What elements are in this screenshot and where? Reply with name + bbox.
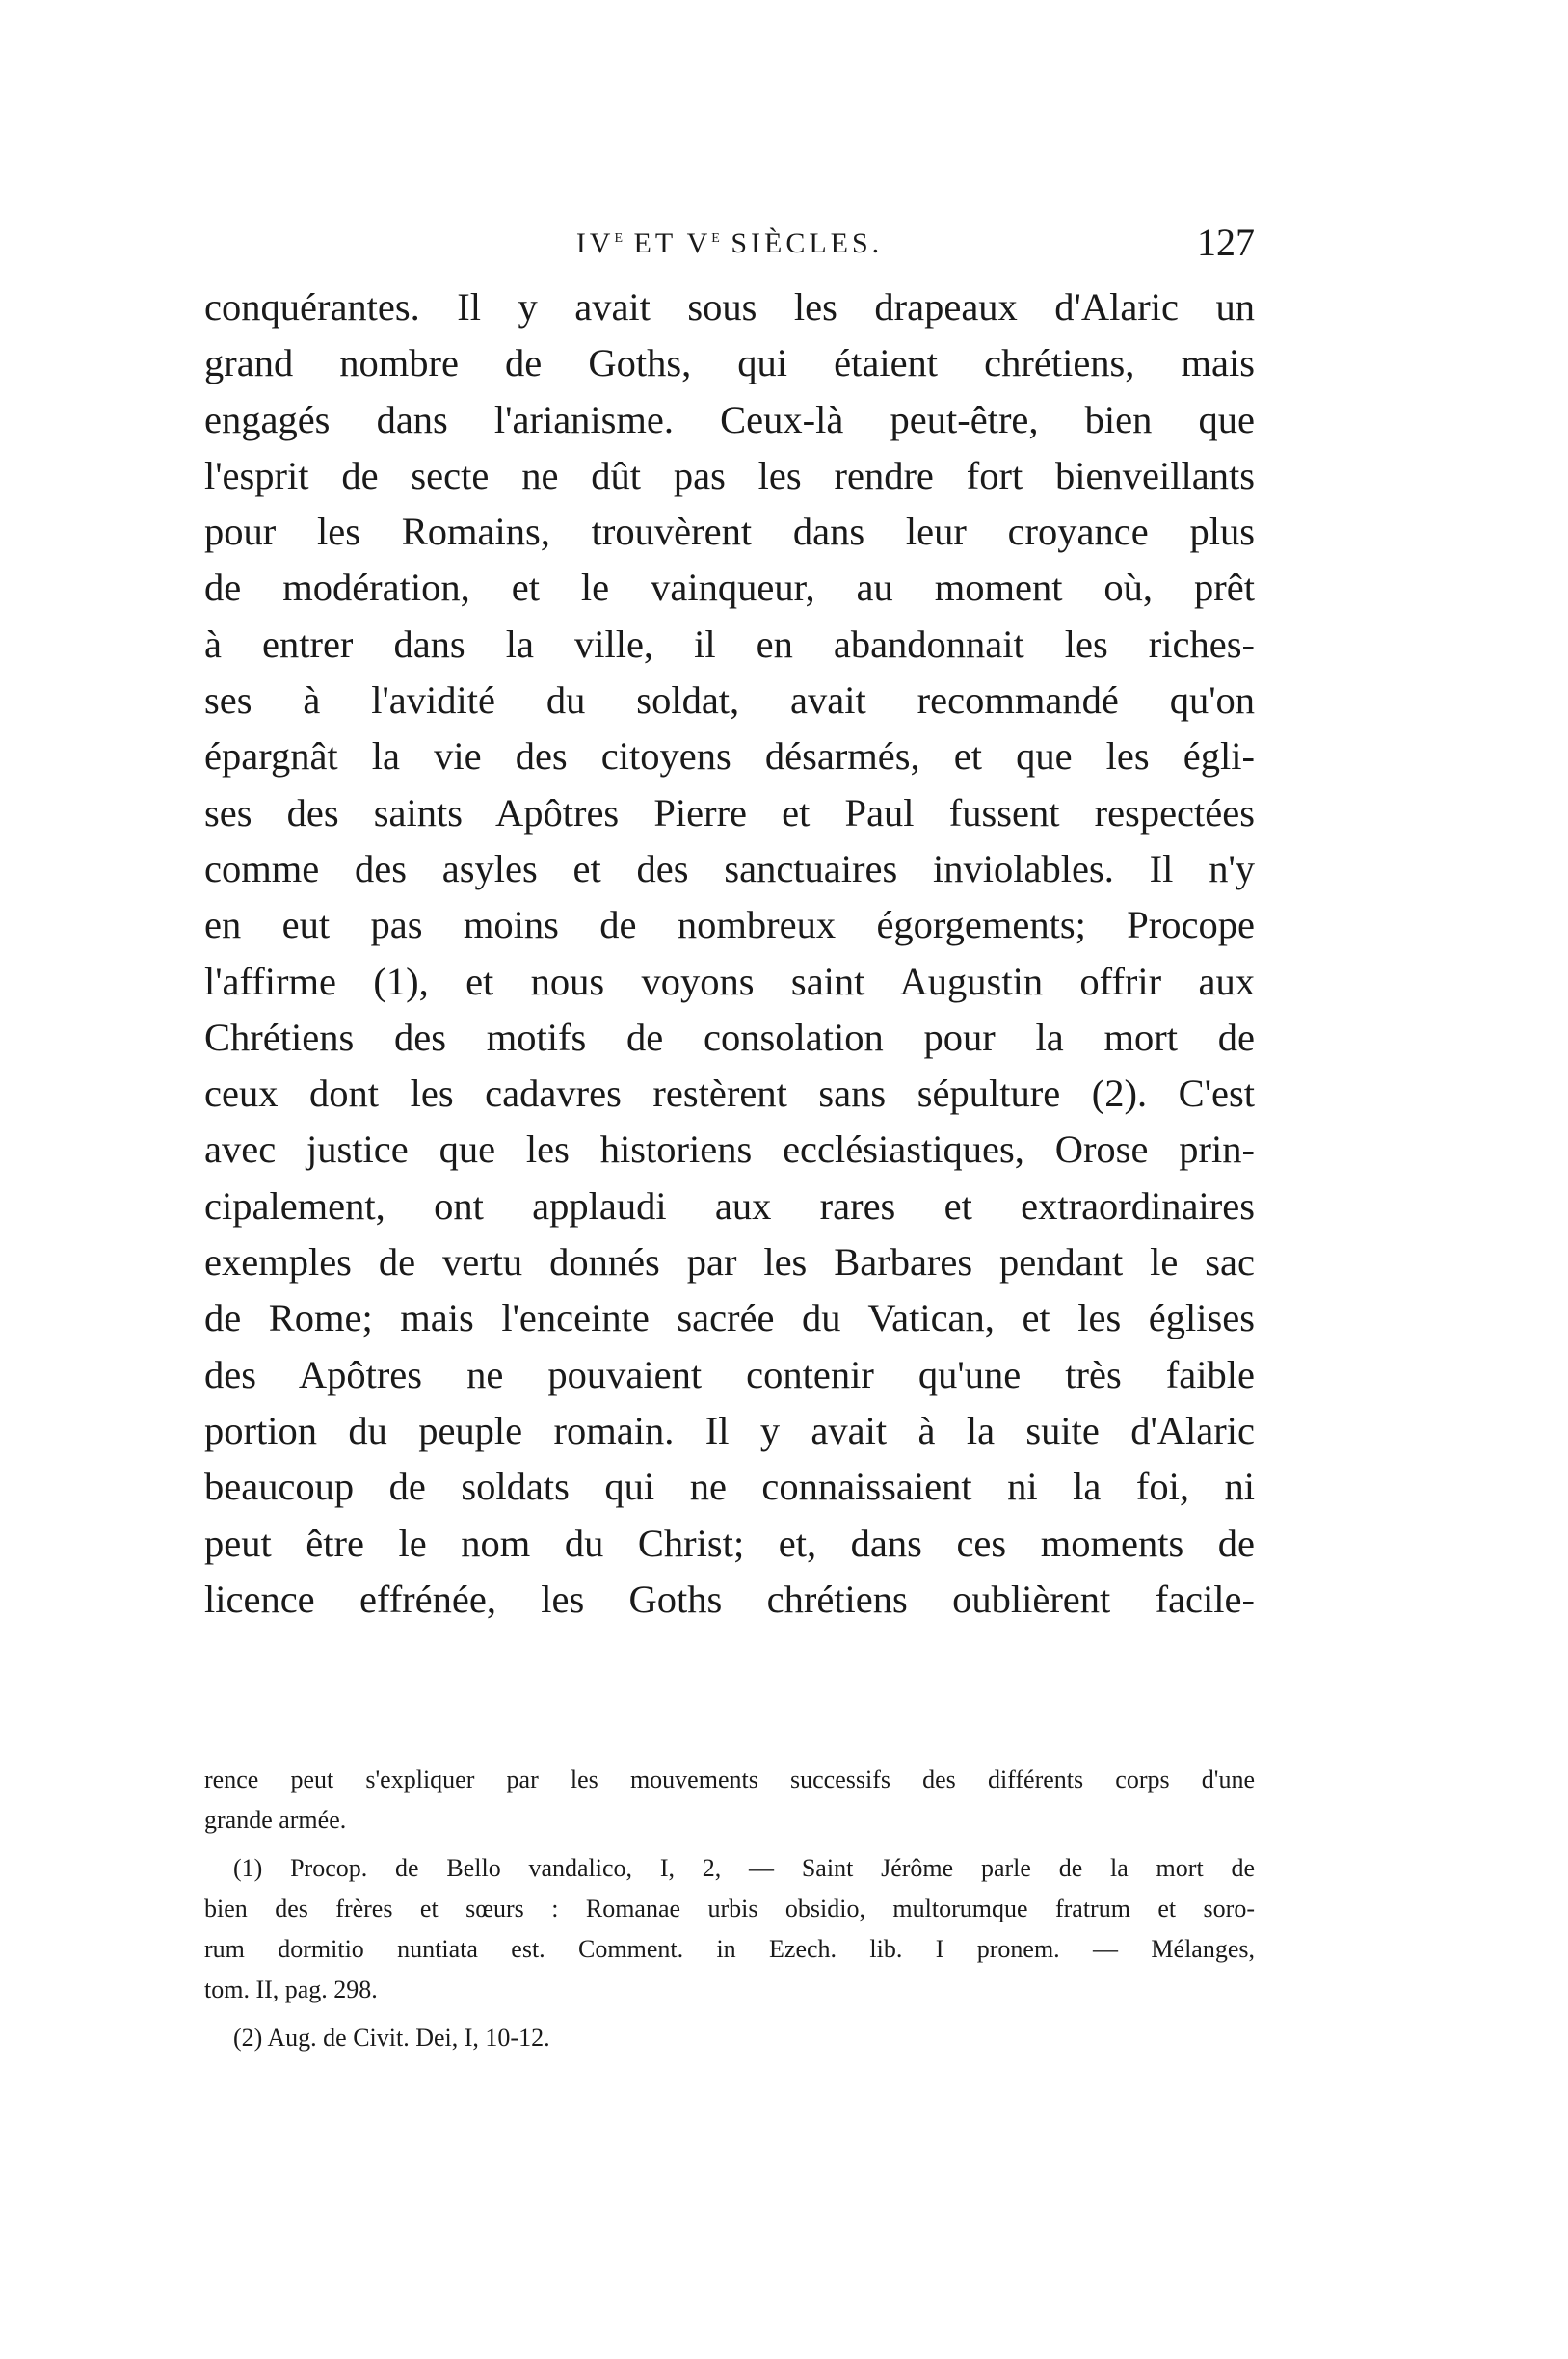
body-line: ses à l'avidité du soldat, avait recommandé qu'on bbox=[204, 678, 1255, 723]
page-number: 127 bbox=[1197, 221, 1255, 264]
body-line: l'esprit de secte ne dût pas les rendre fort bienveillants bbox=[204, 453, 1255, 497]
body-line: cipalement, ont applaudi aux rares et extraordinaires bbox=[204, 1183, 1255, 1228]
body-line: beaucoup de soldats qui ne connaissaient ni la foi, ni bbox=[204, 1465, 1255, 1509]
body-line: en eut pas moins de nombreux égorgements; Procope bbox=[204, 903, 1255, 947]
running-title: IVe ET Ve SIÈCLES. bbox=[575, 225, 884, 259]
body-line: de modération, et le vainqueur, au moment où, prêt bbox=[204, 566, 1255, 610]
body-line: épargnât la vie des citoyens désarmés, et que les égli- bbox=[204, 734, 1255, 779]
footnote-1-line: rum dormitio nuntiata est. Comment. in Ezech. lib. I pronem. — Mélanges, bbox=[204, 1935, 1255, 1963]
body-line: exemples de vertu donnés par les Barbares pendant le sac bbox=[204, 1240, 1255, 1285]
body-line: peut être le nom du Christ; et, dans ces moments de bbox=[204, 1521, 1255, 1565]
body-line: portion du peuple romain. Il y avait à la suite d'Alaric bbox=[204, 1408, 1255, 1452]
body-line: grand nombre de Goths, qui étaient chrétiens, mais bbox=[204, 341, 1255, 385]
body-line: ses des saints Apôtres Pierre et Paul fussent respectées bbox=[204, 790, 1255, 835]
footnote-2-line: (2) Aug. de Civit. Dei, I, 10-12. bbox=[233, 2024, 550, 2052]
body-line: pour les Romains, trouvèrent dans leur croyance plus bbox=[204, 510, 1255, 554]
running-head bbox=[204, 220, 1255, 278]
footnote-continuation-line: rence peut s'expliquer par les mouvements successifs des différents corps d'une bbox=[204, 1765, 1255, 1793]
body-text bbox=[204, 279, 1255, 1628]
footnote-continuation-line: grande armée. bbox=[204, 1806, 347, 1834]
body-line: conquérantes. Il y avait sous les drapeaux d'Alaric un bbox=[204, 285, 1255, 329]
body-line: licence effrénée, les Goths chrétiens oublièrent facile- bbox=[204, 1577, 1255, 1621]
body-line: avec justice que les historiens ecclésiastiques, Orose prin- bbox=[204, 1127, 1255, 1172]
body-line: comme des asyles et des sanctuaires inviolables. Il n'y bbox=[204, 846, 1255, 890]
footnote-1-line: tom. II, pag. 298. bbox=[204, 1975, 378, 2003]
body-line: Chrétiens des motifs de consolation pour la mort de bbox=[204, 1015, 1255, 1059]
body-line: à entrer dans la ville, il en abandonnait les riches- bbox=[204, 622, 1255, 666]
footnote-1-line: bien des frères et sœurs : Romanae urbis obsidio, multorumque fratrum et soro- bbox=[204, 1895, 1255, 1922]
body-line: engagés dans l'arianisme. Ceux-là peut-être, bien que bbox=[204, 397, 1255, 441]
body-line: de Rome; mais l'enceinte sacrée du Vatican, et les églises bbox=[204, 1296, 1255, 1340]
footnotes bbox=[204, 1760, 1255, 2058]
footnote-1-line: (1) Procop. de Bello vandalico, I, 2, — Saint Jérôme parle de la mort de bbox=[233, 1854, 1255, 1882]
body-line: l'affirme (1), et nous voyons saint Augustin offrir aux bbox=[204, 959, 1255, 1003]
body-line: des Apôtres ne pouvaient contenir qu'une très faible bbox=[204, 1352, 1255, 1396]
body-line: ceux dont les cadavres restèrent sans sépulture (2). C'est bbox=[204, 1072, 1255, 1116]
